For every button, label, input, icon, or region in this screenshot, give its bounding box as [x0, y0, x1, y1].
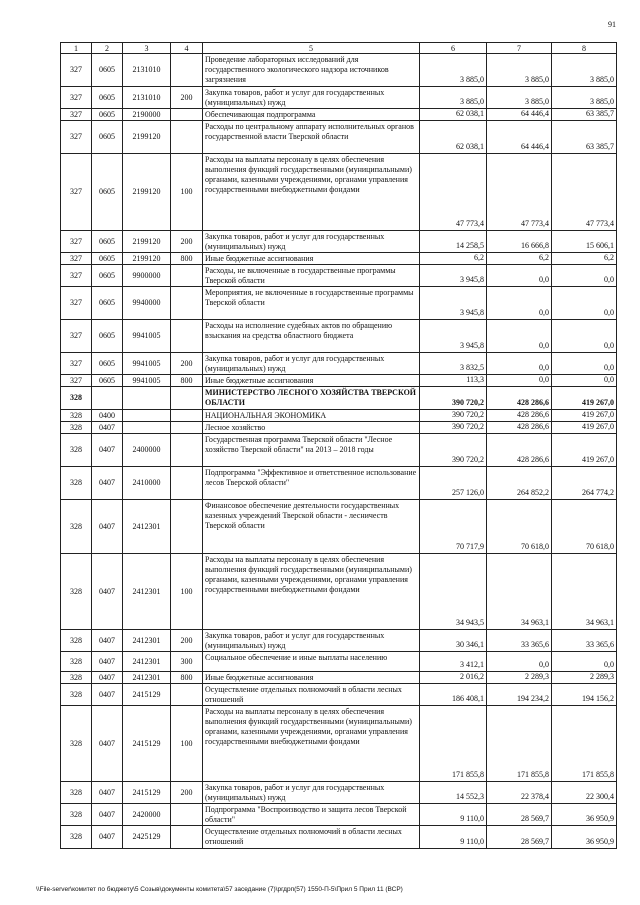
expense-type-cell: 200 [171, 630, 203, 652]
amount-cell: 0,0 [552, 320, 617, 353]
admin-code-cell: 328 [61, 387, 92, 410]
admin-code-cell: 328 [61, 434, 92, 467]
admin-code-cell: 328 [61, 706, 92, 782]
amount-cell: 34 943,5 [420, 554, 487, 630]
section-code-cell: 0605 [92, 231, 123, 253]
target-article-cell [123, 422, 171, 434]
target-article-cell: 2199120 [123, 154, 171, 231]
admin-code-cell: 328 [61, 630, 92, 652]
expense-type-cell [171, 121, 203, 154]
admin-code-cell: 328 [61, 782, 92, 804]
table-row [61, 231, 617, 253]
amount-cell: 3 945,8 [420, 265, 487, 287]
amount-cell: 419 267,0 [552, 422, 617, 434]
column-header: 2 [92, 43, 123, 54]
amount-cell: 70 717,9 [420, 500, 487, 554]
target-article-cell: 9941005 [123, 353, 171, 375]
admin-code-cell: 328 [61, 826, 92, 849]
table-row [61, 630, 617, 652]
amount-cell: 64 446,4 [487, 121, 552, 154]
amount-cell: 0,0 [552, 353, 617, 375]
amount-cell: 3 945,8 [420, 287, 487, 320]
description-cell: Расходы, не включенные в государственные программы Тверской области [203, 265, 420, 287]
target-article-cell: 9941005 [123, 375, 171, 387]
section-code-cell: 0605 [92, 353, 123, 375]
table-row [61, 87, 617, 109]
description-cell: Финансовое обеспечение деятельности государственных казенных учреждений Тверской области - лесничеств Тверской области [203, 500, 420, 554]
table-row [61, 54, 617, 87]
amount-cell: 47 773,4 [487, 154, 552, 231]
target-article-cell: 2412301 [123, 672, 171, 684]
admin-code-cell: 328 [61, 422, 92, 434]
amount-cell: 62 038,1 [420, 121, 487, 154]
amount-cell: 70 618,0 [552, 500, 617, 554]
amount-cell: 428 286,6 [487, 410, 552, 422]
expense-type-cell [171, 826, 203, 849]
section-code-cell [92, 387, 123, 410]
target-article-cell: 9940000 [123, 287, 171, 320]
section-code-cell: 0407 [92, 467, 123, 500]
description-cell: Закупка товаров, работ и услуг для государственных (муниципальных) нужд [203, 353, 420, 375]
column-header: 8 [552, 43, 617, 54]
amount-cell: 2 289,3 [552, 672, 617, 684]
amount-cell: 390 720,2 [420, 410, 487, 422]
amount-cell: 6,2 [487, 253, 552, 265]
target-article-cell: 2415129 [123, 706, 171, 782]
admin-code-cell: 327 [61, 320, 92, 353]
amount-cell: 3 945,8 [420, 320, 487, 353]
admin-code-cell: 327 [61, 253, 92, 265]
table-row [61, 826, 617, 849]
amount-cell: 257 126,0 [420, 467, 487, 500]
section-code-cell: 0605 [92, 109, 123, 121]
admin-code-cell: 327 [61, 375, 92, 387]
description-cell: Иные бюджетные ассигнования [203, 672, 420, 684]
amount-cell: 70 618,0 [487, 500, 552, 554]
amount-cell: 33 365,6 [552, 630, 617, 652]
description-cell: Расходы по центральному аппарату исполнительных органов государственной власти Тверской области [203, 121, 420, 154]
target-article-cell [123, 410, 171, 422]
section-code-cell: 0605 [92, 121, 123, 154]
amount-cell: 419 267,0 [552, 410, 617, 422]
target-article-cell: 2412301 [123, 500, 171, 554]
header-row [61, 43, 617, 54]
table-row [61, 253, 617, 265]
section-code-cell: 0407 [92, 804, 123, 826]
admin-code-cell: 327 [61, 121, 92, 154]
amount-cell: 390 720,2 [420, 422, 487, 434]
table-row [61, 387, 617, 410]
table-row [61, 353, 617, 375]
section-code-cell: 0605 [92, 320, 123, 353]
amount-cell: 15 606,1 [552, 231, 617, 253]
expense-type-cell: 200 [171, 231, 203, 253]
table-row [61, 121, 617, 154]
description-cell: Закупка товаров, работ и услуг для государственных (муниципальных) нужд [203, 630, 420, 652]
amount-cell: 22 378,4 [487, 782, 552, 804]
column-header: 5 [203, 43, 420, 54]
description-cell: Расходы на исполнение судебных актов по обращению взыскания на средства областного бюджета [203, 320, 420, 353]
description-cell: Мероприятия, не включенные в государственные программы Тверской области [203, 287, 420, 320]
amount-cell: 6,2 [420, 253, 487, 265]
amount-cell: 2 289,3 [487, 672, 552, 684]
amount-cell: 0,0 [487, 652, 552, 672]
table-row [61, 554, 617, 630]
expense-type-cell [171, 804, 203, 826]
amount-cell: 428 286,6 [487, 434, 552, 467]
table-row [61, 109, 617, 121]
admin-code-cell: 327 [61, 154, 92, 231]
target-article-cell: 2415129 [123, 684, 171, 706]
expense-type-cell: 200 [171, 782, 203, 804]
description-cell: Проведение лабораторных исследований для государственного экологического надзора источников загрязнения [203, 54, 420, 87]
description-cell: Осуществление отдельных полномочий в области лесных отношений [203, 684, 420, 706]
description-cell: Закупка товаров, работ и услуг для государственных (муниципальных) нужд [203, 782, 420, 804]
amount-cell: 3 885,0 [420, 87, 487, 109]
target-article-cell: 9900000 [123, 265, 171, 287]
section-code-cell: 0407 [92, 706, 123, 782]
section-code-cell: 0605 [92, 253, 123, 265]
amount-cell: 62 038,1 [420, 109, 487, 121]
table-row [61, 652, 617, 672]
amount-cell: 113,3 [420, 375, 487, 387]
amount-cell: 28 569,7 [487, 826, 552, 849]
column-header: 6 [420, 43, 487, 54]
amount-cell: 0,0 [487, 287, 552, 320]
admin-code-cell: 328 [61, 652, 92, 672]
amount-cell: 171 855,8 [487, 706, 552, 782]
table-row [61, 422, 617, 434]
amount-cell: 33 365,6 [487, 630, 552, 652]
amount-cell: 0,0 [487, 320, 552, 353]
column-header: 7 [487, 43, 552, 54]
amount-cell: 36 950,9 [552, 826, 617, 849]
section-code-cell: 0407 [92, 500, 123, 554]
amount-cell: 264 774,2 [552, 467, 617, 500]
section-code-cell: 0407 [92, 434, 123, 467]
amount-cell: 63 385,7 [552, 109, 617, 121]
target-article-cell: 2420000 [123, 804, 171, 826]
expense-type-cell [171, 109, 203, 121]
description-cell: Расходы на выплаты персоналу в целях обеспечения выполнения функций государственными (муниципальными) органами, казенными учреждениями, органами управления государственными внебюджетными фондами [203, 554, 420, 630]
file-path-footer: \\File-server\комитет по бюджету\5 Созыв\документы комитета\57 заседание (7)\ргдрп(57) 1550-П-5\Прил 5 Прил 11 (ВСР) [36, 886, 403, 893]
amount-cell: 390 720,2 [420, 387, 487, 410]
column-header: 1 [61, 43, 92, 54]
amount-cell: 3 885,0 [487, 54, 552, 87]
section-code-cell: 0407 [92, 672, 123, 684]
target-article-cell: 2412301 [123, 630, 171, 652]
table-row [61, 672, 617, 684]
table-row [61, 804, 617, 826]
section-code-cell: 0407 [92, 782, 123, 804]
target-article-cell: 2199120 [123, 121, 171, 154]
description-cell: Осуществление отдельных полномочий в области лесных отношений [203, 826, 420, 849]
admin-code-cell: 327 [61, 265, 92, 287]
admin-code-cell: 327 [61, 287, 92, 320]
amount-cell: 30 346,1 [420, 630, 487, 652]
description-cell: Подпрограмма "Воспроизводство и защита лесов Тверской области" [203, 804, 420, 826]
amount-cell: 171 855,8 [552, 706, 617, 782]
description-cell: Расходы на выплаты персоналу в целях обеспечения выполнения функций государственными (муниципальными) органами, казенными учреждениями, органами управления государственными внебюджетными фондами [203, 154, 420, 231]
target-article-cell: 2412301 [123, 652, 171, 672]
description-cell: Лесное хозяйство [203, 422, 420, 434]
description-cell: Социальное обеспечение и иные выплаты населению [203, 652, 420, 672]
section-code-cell: 0407 [92, 826, 123, 849]
table-row [61, 706, 617, 782]
budget-table [60, 42, 617, 849]
table-row [61, 375, 617, 387]
amount-cell: 3 885,0 [487, 87, 552, 109]
table-row [61, 410, 617, 422]
amount-cell: 36 950,9 [552, 804, 617, 826]
amount-cell: 0,0 [487, 353, 552, 375]
description-cell: Государственная программа Тверской области "Лесное хозяйство Тверской области" на 2013 – 2018 годы [203, 434, 420, 467]
admin-code-cell: 328 [61, 554, 92, 630]
expense-type-cell: 800 [171, 253, 203, 265]
amount-cell: 3 885,0 [552, 54, 617, 87]
table-row [61, 434, 617, 467]
description-cell: Расходы на выплаты персоналу в целях обеспечения выполнения функций государственными (муниципальными) органами, казенными учреждениями, органами управления государственными внебюджетными фондами [203, 706, 420, 782]
admin-code-cell: 327 [61, 109, 92, 121]
expense-type-cell [171, 387, 203, 410]
section-code-cell: 0407 [92, 684, 123, 706]
table-row [61, 154, 617, 231]
target-article-cell: 2425129 [123, 826, 171, 849]
expense-type-cell [171, 467, 203, 500]
description-cell: Закупка товаров, работ и услуг для государственных (муниципальных) нужд [203, 87, 420, 109]
amount-cell: 14 258,5 [420, 231, 487, 253]
amount-cell: 0,0 [552, 652, 617, 672]
description-cell: НАЦИОНАЛЬНАЯ ЭКОНОМИКА [203, 410, 420, 422]
expense-type-cell [171, 320, 203, 353]
table-row [61, 287, 617, 320]
section-code-cell: 0605 [92, 87, 123, 109]
expense-type-cell: 100 [171, 154, 203, 231]
admin-code-cell: 328 [61, 672, 92, 684]
section-code-cell: 0605 [92, 54, 123, 87]
table-row [61, 684, 617, 706]
amount-cell: 0,0 [487, 265, 552, 287]
table-row [61, 320, 617, 353]
target-article-cell: 2412301 [123, 554, 171, 630]
amount-cell: 9 110,0 [420, 804, 487, 826]
description-cell: Иные бюджетные ассигнования [203, 375, 420, 387]
admin-code-cell: 328 [61, 804, 92, 826]
amount-cell: 9 110,0 [420, 826, 487, 849]
expense-type-cell: 100 [171, 554, 203, 630]
amount-cell: 428 286,6 [487, 422, 552, 434]
amount-cell: 0,0 [552, 287, 617, 320]
amount-cell: 3 885,0 [552, 87, 617, 109]
amount-cell: 0,0 [487, 375, 552, 387]
table-row [61, 500, 617, 554]
expense-type-cell [171, 422, 203, 434]
amount-cell: 6,2 [552, 253, 617, 265]
amount-cell: 264 852,2 [487, 467, 552, 500]
amount-cell: 186 408,1 [420, 684, 487, 706]
amount-cell: 171 855,8 [420, 706, 487, 782]
expense-type-cell: 200 [171, 87, 203, 109]
admin-code-cell: 327 [61, 54, 92, 87]
amount-cell: 3 832,5 [420, 353, 487, 375]
target-article-cell: 2199120 [123, 231, 171, 253]
admin-code-cell: 327 [61, 231, 92, 253]
amount-cell: 2 016,2 [420, 672, 487, 684]
amount-cell: 28 569,7 [487, 804, 552, 826]
amount-cell: 47 773,4 [552, 154, 617, 231]
amount-cell: 0,0 [552, 375, 617, 387]
column-header: 3 [123, 43, 171, 54]
expense-type-cell [171, 265, 203, 287]
section-code-cell: 0400 [92, 410, 123, 422]
admin-code-cell: 328 [61, 410, 92, 422]
target-article-cell: 2415129 [123, 782, 171, 804]
target-article-cell: 2400000 [123, 434, 171, 467]
expense-type-cell: 100 [171, 706, 203, 782]
target-article-cell: 2190000 [123, 109, 171, 121]
amount-cell: 194 156,2 [552, 684, 617, 706]
admin-code-cell: 328 [61, 500, 92, 554]
amount-cell: 194 234,2 [487, 684, 552, 706]
description-cell: Иные бюджетные ассигнования [203, 253, 420, 265]
target-article-cell: 2410000 [123, 467, 171, 500]
table-row [61, 265, 617, 287]
section-code-cell: 0407 [92, 630, 123, 652]
amount-cell: 14 552,3 [420, 782, 487, 804]
expense-type-cell [171, 287, 203, 320]
target-article-cell: 2131010 [123, 87, 171, 109]
expense-type-cell: 300 [171, 652, 203, 672]
section-code-cell: 0407 [92, 652, 123, 672]
amount-cell: 34 963,1 [552, 554, 617, 630]
target-article-cell [123, 387, 171, 410]
target-article-cell: 2199120 [123, 253, 171, 265]
description-cell: Обеспечивающая подпрограмма [203, 109, 420, 121]
description-cell: Закупка товаров, работ и услуг для государственных (муниципальных) нужд [203, 231, 420, 253]
admin-code-cell: 328 [61, 467, 92, 500]
section-code-cell: 0605 [92, 375, 123, 387]
target-article-cell: 9941005 [123, 320, 171, 353]
amount-cell: 64 446,4 [487, 109, 552, 121]
amount-cell: 22 300,4 [552, 782, 617, 804]
table-row [61, 782, 617, 804]
section-code-cell: 0407 [92, 554, 123, 630]
description-cell: МИНИСТЕРСТВО ЛЕСНОГО ХОЗЯЙСТВА ТВЕРСКОЙ ОБЛАСТИ [203, 387, 420, 410]
amount-cell: 390 720,2 [420, 434, 487, 467]
column-header: 4 [171, 43, 203, 54]
amount-cell: 419 267,0 [552, 434, 617, 467]
amount-cell: 34 963,1 [487, 554, 552, 630]
amount-cell: 0,0 [552, 265, 617, 287]
amount-cell: 3 412,1 [420, 652, 487, 672]
expense-type-cell: 800 [171, 672, 203, 684]
expense-type-cell: 200 [171, 353, 203, 375]
expense-type-cell [171, 500, 203, 554]
expense-type-cell [171, 410, 203, 422]
section-code-cell: 0407 [92, 422, 123, 434]
target-article-cell: 2131010 [123, 54, 171, 87]
expense-type-cell: 800 [171, 375, 203, 387]
amount-cell: 419 267,0 [552, 387, 617, 410]
expense-type-cell [171, 684, 203, 706]
section-code-cell: 0605 [92, 154, 123, 231]
admin-code-cell: 327 [61, 87, 92, 109]
amount-cell: 428 286,6 [487, 387, 552, 410]
amount-cell: 47 773,4 [420, 154, 487, 231]
expense-type-cell [171, 434, 203, 467]
section-code-cell: 0605 [92, 265, 123, 287]
amount-cell: 3 885,0 [420, 54, 487, 87]
section-code-cell: 0605 [92, 287, 123, 320]
admin-code-cell: 327 [61, 353, 92, 375]
description-cell: Подпрограмма "Эффективное и ответственное использование лесов Тверской области" [203, 467, 420, 500]
expense-type-cell [171, 54, 203, 87]
table-body [61, 43, 617, 849]
table-row [61, 467, 617, 500]
amount-cell: 63 385,7 [552, 121, 617, 154]
page-number: 91 [608, 20, 616, 29]
amount-cell: 16 666,8 [487, 231, 552, 253]
admin-code-cell: 328 [61, 684, 92, 706]
